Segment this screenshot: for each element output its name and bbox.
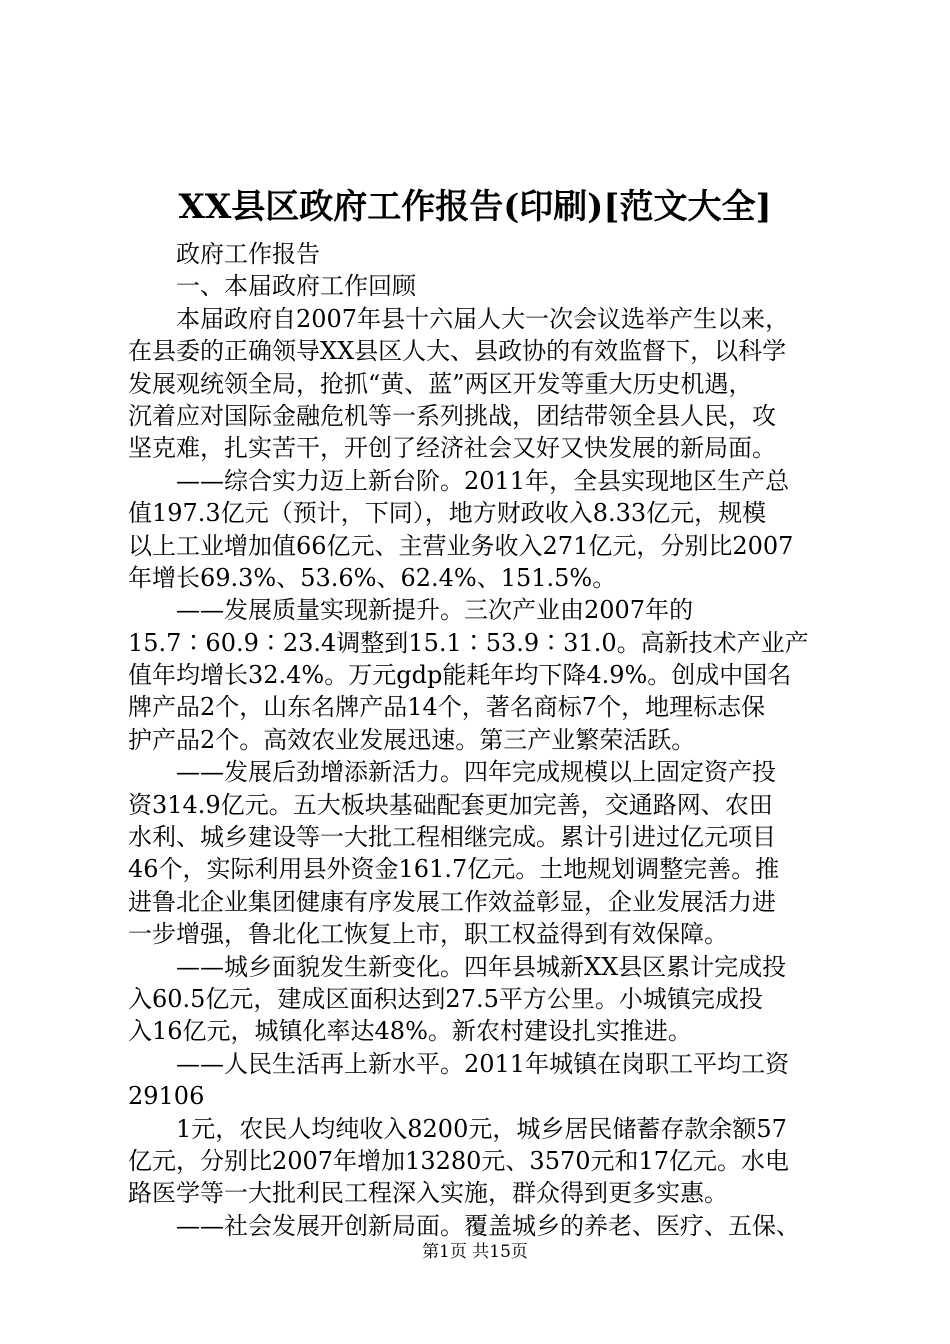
text-line: 29106 (128, 1082, 205, 1111)
text-line: 值197.3亿元（预计，下同），地方财政收入8.33亿元，规模 (128, 499, 767, 528)
text-line: 坚克难，扎实苦干，开创了经济社会又好又快发展的新局面。 (128, 434, 776, 463)
text-line: 护产品2个。高效农业发展迅速。第三产业繁荣活跃。 (128, 725, 696, 754)
text-line: 以上工业增加值66亿元、主营业务收入271亿元，分别比2007 (128, 531, 794, 560)
text-line: ——社会发展开创新局面。覆盖城乡的养老、医疗、五保、 (128, 1211, 800, 1240)
text-line: ——综合实力迈上新台阶。2011年，全县实现地区生产总 (128, 466, 790, 495)
text-line: ——发展质量实现新提升。三次产业由2007年的 (128, 596, 694, 625)
document-title: XX县区政府工作报告(印刷)[范文大全] (178, 187, 772, 227)
text-line: 年增长69.3%、53.6%、62.4%、151.5%。 (128, 563, 617, 592)
text-line: 15.7∶60.9∶23.4调整到15.1∶53.9∶31.0。高新技术产业产 (128, 628, 809, 657)
text-line: 本届政府自2007年县十六届人大一次会议选举产生以来， (128, 304, 790, 333)
text-line: 牌产品2个，山东名牌产品14个，著名商标7个，地理标志保 (128, 693, 766, 722)
text-line: 发展观统领全局，抢抓“黄、蓝”两区开发等重大历史机遇， (128, 369, 753, 398)
text-line: 资314.9亿元。五大板块基础配套更加完善，交通路网、农田 (128, 790, 773, 819)
text-line: 一、本届政府工作回顾 (128, 272, 416, 301)
text-line: 1元，农民人均纯收入8200元，城乡居民储蓄存款余额57 (128, 1114, 787, 1143)
text-line: 亿元，分别比2007年增加13280元、3570元和17亿元。水电 (128, 1146, 790, 1175)
text-line: 进鲁北企业集团健康有序发展工作效益彰显，企业发展活力进 (128, 887, 776, 916)
text-line: 一步增强，鲁北化工恢复上市，职工权益得到有效保障。 (128, 920, 728, 949)
text-line: 46个，实际利用县外资金161.7亿元。土地规划调整完善。推 (128, 855, 780, 884)
text-line: ——城乡面貌发生新变化。四年县城新XX县区累计完成投 (128, 952, 787, 981)
text-line: 入16亿元，城镇化率达48%。新农村建设扎实推进。 (128, 1017, 692, 1046)
text-line: 政府工作报告 (128, 240, 320, 268)
text-line: 入60.5亿元，建成区面积达到27.5平方公里。小城镇完成投 (128, 984, 763, 1013)
text-line: 水利、城乡建设等一大批工程相继完成。累计引进过亿元项目 (128, 823, 776, 852)
text-line: ——人民生活再上新水平。2011年城镇在岗职工平均工资 (128, 1049, 790, 1078)
text-line: ——发展后劲增添新活力。四年完成规模以上固定资产投 (128, 758, 776, 787)
page-footer: 第1页 共15页 (422, 1242, 528, 1262)
text-line: 值年均增长32.4%。万元gdp能耗年均下降4.9%。创成中国名 (128, 661, 792, 690)
document-body (128, 238, 832, 1242)
text-line: 沉着应对国际金融危机等一系列挑战，团结带领全县人民，攻 (128, 401, 776, 430)
text-line: 在县委的正确领导XX县区人大、县政协的有效监督下，以科学 (128, 337, 787, 366)
text-line: 路医学等一大批利民工程深入实施，群众得到更多实惠。 (128, 1179, 728, 1208)
